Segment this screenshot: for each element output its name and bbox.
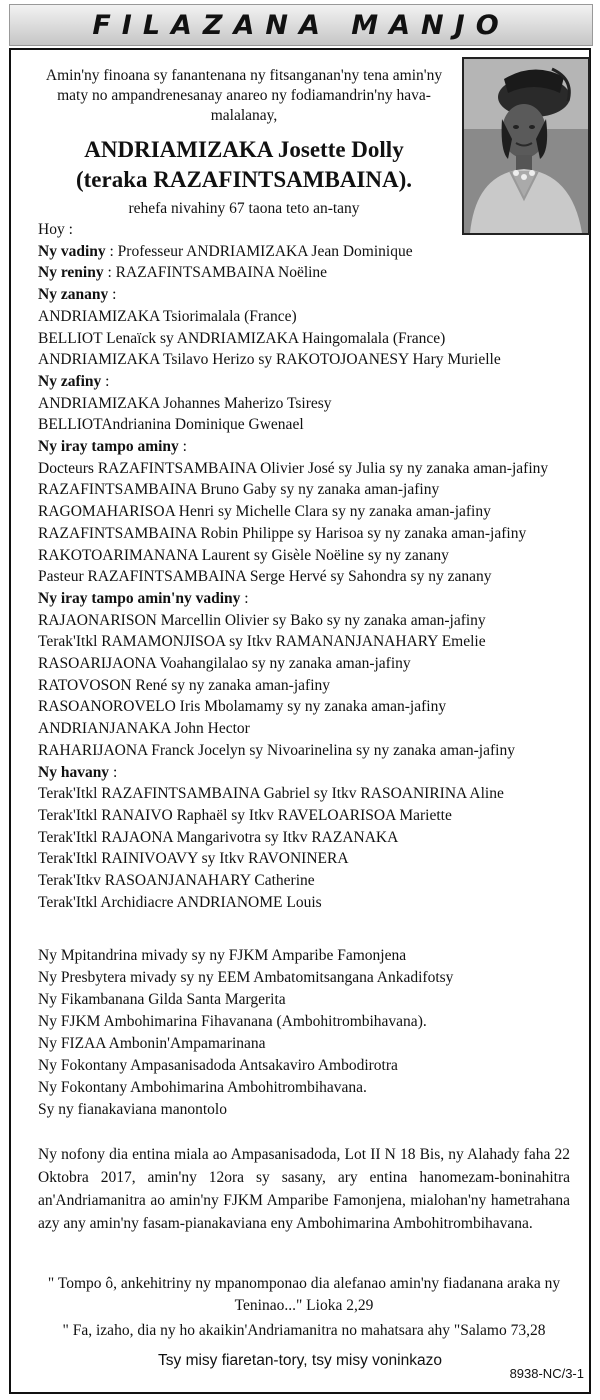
bible-quote-luke: " Tompo ô, ankehitriny ny mpanomponao dia alefanao amin'ny fiadanana araka ny Teninao..." Lioka 2,29 [47, 1275, 561, 1314]
family-entry [38, 805, 578, 827]
family-entry [38, 610, 578, 632]
family-list [38, 219, 578, 914]
family-entry-text: RAZAFINTSAMBAINA Robin Philippe sy Harisoa sy ny zanaka aman-jafiny [38, 524, 527, 542]
family-group-label: Ny vadiny [38, 242, 106, 260]
family-entry [38, 458, 578, 480]
family-entry [38, 523, 578, 545]
portrait-photo [462, 57, 590, 235]
family-entry [38, 718, 578, 740]
family-entry-text: : [240, 589, 249, 607]
organization-entry: Ny FIZAA Ambonin'Ampamarinana [38, 1035, 266, 1052]
family-entry [38, 414, 578, 436]
family-entry-text: BELLIOTAndrianina Dominique Gwenael [38, 416, 304, 434]
family-entry [38, 328, 578, 350]
family-entry-text: : [101, 372, 110, 390]
family-entry-text: Terak'Itkl RAJAONA Mangarivotra sy Itkv RAZANAKA [38, 828, 399, 846]
deceased-age: rehefa nivahiny 67 taona teto an-tany [128, 200, 360, 217]
family-entry [38, 371, 578, 393]
family-entry-text: ANDRIAMIZAKA Tsilavo Herizo sy RAKOTOJOANESY Hary Murielle [38, 351, 501, 369]
family-entry [38, 284, 578, 306]
funeral-details: Ny nofony dia entina miala ao Ampasanisadoda, Lot II N 18 Bis, ny Alahady faha 22 Oktobra 2017, amin'ny 12ora sy sasany, ary entina hanomezam-boninahitra an'Andriamanitra ao amin'ny FJKM Amparibe Famonjena, mialohan'ny hametrahana azy any amin'ny fasam-pianakaviana eny Ambohimarina Ambohitrombihavana. [38, 1146, 570, 1232]
family-entry-text: Terak'Itkl RAINIVOAVY sy Itkv RAVONINERA [38, 850, 349, 868]
family-entry-text: : Professeur ANDRIAMIZAKA Jean Dominique [105, 242, 413, 260]
family-entry-text: ANDRIAMIZAKA Tsiorimalala (France) [38, 307, 297, 325]
family-entry-text: : [178, 438, 187, 456]
family-entry [38, 827, 578, 849]
family-entry [38, 631, 578, 653]
family-entry [38, 588, 578, 610]
family-entry [38, 262, 578, 284]
deceased-name [30, 135, 458, 195]
organization-entry: Ny Fikambanana Gilda Santa Margerita [38, 991, 286, 1008]
family-entry [38, 870, 578, 892]
family-entry-text: Terak'Itkl RAMAMONJISOA sy Itkv RAMANANJANAHARY Emelie [38, 633, 486, 651]
deceased-name-line2: (teraka RAZAFINTSAMBAINA). [75, 167, 413, 192]
family-entry-text: RATOVOSON René sy ny zanaka aman-jafiny [38, 676, 330, 694]
family-entry-text: ANDRIANJANAKA John Hector [38, 720, 250, 738]
header-banner [9, 4, 593, 46]
family-entry-text: RAZAFINTSAMBAINA Bruno Gaby sy ny zanaka aman-jafiny [38, 481, 440, 499]
header-title: FILAZANA MANJO [92, 9, 510, 41]
family-entry [38, 545, 578, 567]
family-entry-text: Docteurs RAZAFINTSAMBAINA Olivier José sy Julia sy ny zanaka aman-jafiny [38, 459, 549, 477]
family-entry [38, 892, 578, 914]
family-entry-text: RAKOTOARIMANANA Laurent sy Gisèle Noëline sy ny zanany [38, 546, 449, 564]
family-entry-text: : [108, 286, 117, 304]
family-entry-text: RASOANOROVELO Iris Mbolamamy sy ny zanaka aman-jafiny [38, 698, 447, 716]
portrait-image [464, 59, 588, 233]
family-entry [38, 241, 578, 263]
family-entry [38, 762, 578, 784]
family-entry-text: RAJAONARISON Marcellin Olivier sy Bako sy ny zanaka aman-jafiny [38, 611, 486, 629]
family-entry [38, 219, 578, 241]
organization-entry: Ny Fokontany Ambohimarina Ambohitrombihavana. [38, 1079, 367, 1096]
family-entry [38, 566, 578, 588]
footer-note: Tsy misy fiaretan-tory, tsy misy voninkazo [158, 1352, 442, 1369]
family-entry [38, 848, 578, 870]
intro-text: Amin'ny finoana sy fanantenana ny fitsanganan'ny tena amin'ny maty no ampandrenesanay anareo ny fodiamandrin'ny hava-malalanay, [45, 67, 443, 124]
family-entry-text: Pasteur RAZAFINTSAMBAINA Serge Hervé sy Sahondra sy ny zanany [38, 568, 492, 586]
bible-quote-psalm: " Fa, izaho, dia ny ho akaikin'Andriamanitra no mahatsara ahy "Salamo 73,28 [62, 1322, 546, 1339]
deceased-name-line1: ANDRIAMIZAKA Josette Dolly [84, 137, 404, 162]
family-entry-text: Terak'Itkl RAZAFINTSAMBAINA Gabriel sy Itkv RASOANIRINA Aline [38, 785, 504, 803]
family-entry [38, 501, 578, 523]
family-entry-text: BELLIOT Lenaïck sy ANDRIAMIZAKA Haingomalala (France) [38, 329, 446, 347]
reference-code: 8938-NC/3-1 [509, 1366, 584, 1381]
family-entry-text: Terak'Itkl RANAIVO Raphaël sy Itkv RAVELOARISOA Mariette [38, 806, 452, 824]
family-group-label: Ny reniny [38, 264, 104, 282]
family-entry-text: ANDRIAMIZAKA Johannes Maherizo Tsiresy [38, 394, 332, 412]
family-entry [38, 393, 578, 415]
family-entry [38, 436, 578, 458]
family-group-label: Ny iray tampo aminy [38, 438, 179, 456]
family-entry-text: RAGOMAHARISOA Henri sy Michelle Clara sy ny zanaka aman-jafiny [38, 503, 491, 521]
family-group-label: Ny havany [38, 763, 110, 781]
organization-entry: Ny FJKM Ambohimarina Fihavanana (Ambohitrombihavana). [38, 1013, 427, 1030]
family-group-label: Ny iray tampo amin'ny vadiny [38, 589, 241, 607]
family-entry [38, 479, 578, 501]
family-entry [38, 675, 578, 697]
family-entry [38, 653, 578, 675]
organization-entry: Ny Fokontany Ampasanisadoda Antsakaviro Ambodirotra [38, 1057, 398, 1074]
family-entry-text: : [109, 763, 118, 781]
organization-entry: Sy ny fianakaviana manontolo [38, 1101, 227, 1118]
family-group-label: Ny zafiny [38, 372, 102, 390]
family-group-label: Ny zanany [38, 286, 109, 304]
organization-entry: Ny Presbytera mivady sy ny EEM Ambatomitsangana Ankadifotsy [38, 969, 454, 986]
family-entry-text: Terak'Itkl Archidiacre ANDRIANOME Louis [38, 893, 322, 911]
family-entry [38, 349, 578, 371]
family-entry-text: Terak'Itkv RASOANJANAHARY Catherine [38, 872, 315, 890]
family-entry [38, 306, 578, 328]
family-entry [38, 783, 578, 805]
family-entry-text: Hoy : [38, 221, 73, 238]
family-entry [38, 696, 578, 718]
family-entry [38, 740, 578, 762]
family-entry-text: RASOARIJAONA Voahangilalao sy ny zanaka aman-jafiny [38, 655, 411, 673]
organization-list [38, 945, 578, 1121]
family-entry-text: : RAZAFINTSAMBAINA Noëline [103, 264, 328, 282]
family-entry-text: RAHARIJAONA Franck Jocelyn sy Nivoarinelina sy ny zanaka aman-jafiny [38, 741, 515, 759]
organization-entry: Ny Mpitandrina mivady sy ny FJKM Amparibe Famonjena [38, 947, 407, 964]
